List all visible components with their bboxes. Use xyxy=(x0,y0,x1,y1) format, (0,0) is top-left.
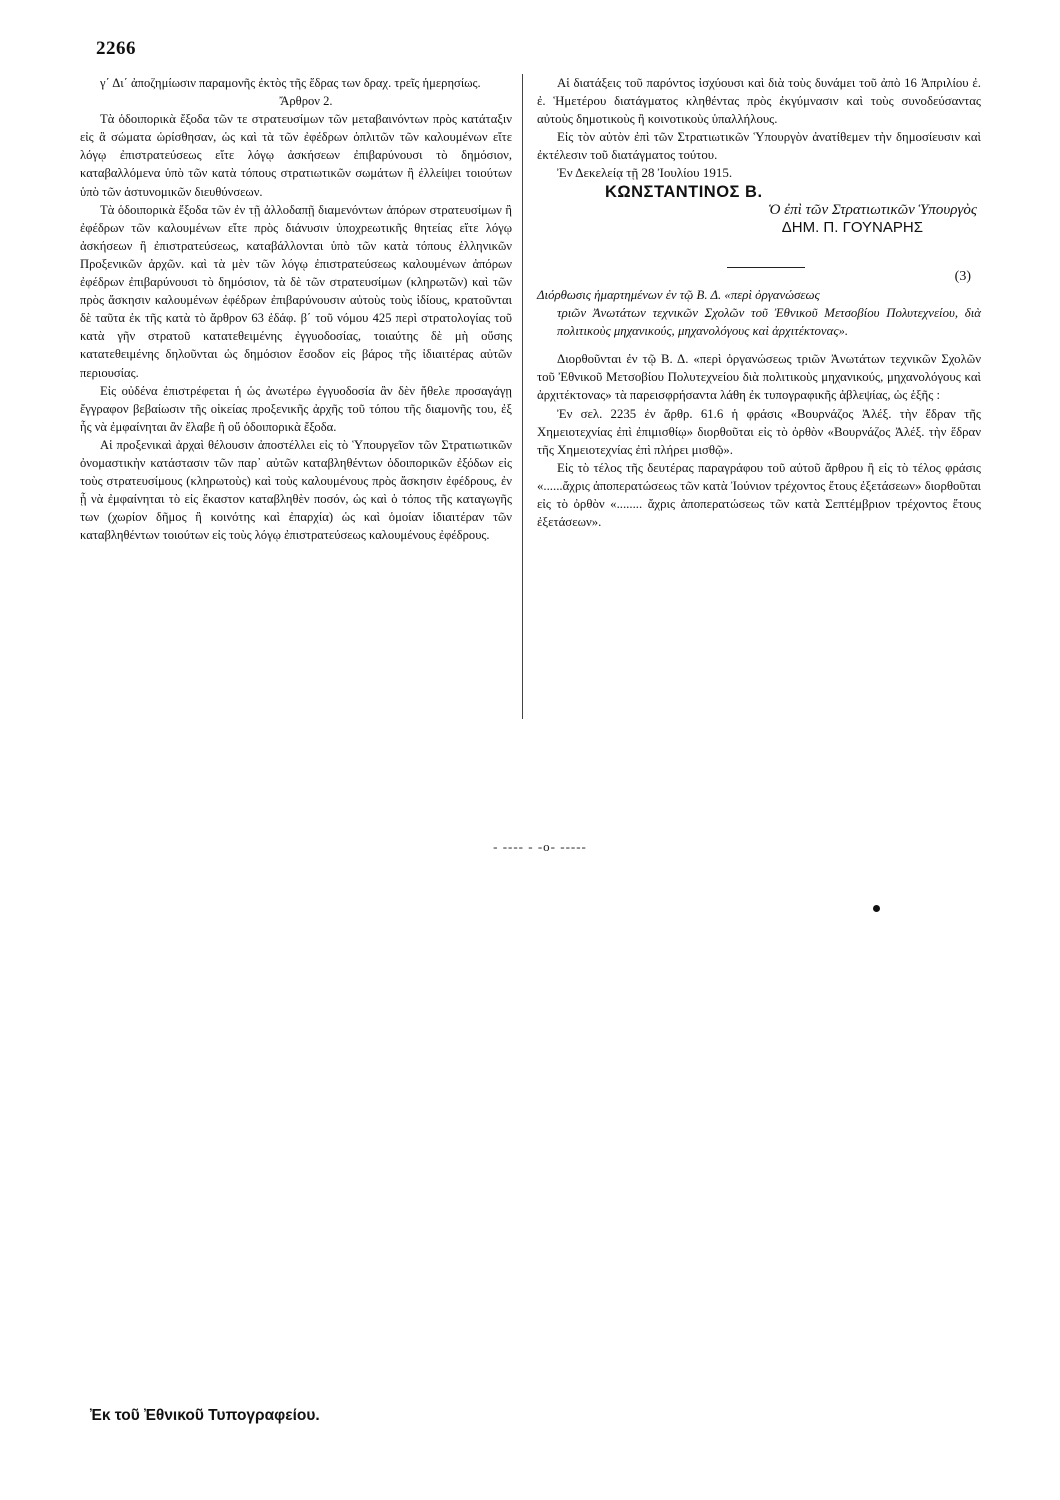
document-number: (3) xyxy=(954,268,971,284)
paragraph: Εἰς τὸ τέλος τῆς δευτέρας παραγράφου τοῦ αὐτοῦ ἄρθρου ἢ εἰς τὸ τέλος φράσις «......ἄχρις ἀποπερατώσεως τῶν κατὰ Ἰούνιον τρέχοντος ἔτους ἐξετάσεων» διορθοῦται εἰς τὸ ὀρθὸν «........ ἄχρις ἀποπερατώσεως τῶν κατὰ Σεπτέμβριον τρέχοντος ἔτους ἐξετάσεων». xyxy=(537,460,981,530)
paragraph: Αἱ διατάξεις τοῦ παρόντος ἰσχύουσι καὶ διὰ τοὺς δυνάμει τοῦ ἀπὸ 16 Ἀπριλίου ἐ. ἐ. Ἡμετέρου διατάγματος κληθέντας πρὸς ἐκγύμνασιν καὶ τοὺς συνοδεύσαντας αὐτοὺς δημοτικοὺς ἢ κοινοτικοὺς ὑπαλλήλους. xyxy=(537,76,981,127)
paragraph: Τὰ ὁδοιπορικὰ ἔξοδα τῶν τε στρατευσίμων τῶν μεταβαινόντων πρὸς κατάταξιν εἰς ἃ σώματα ὡρίσθησαν, ὡς καὶ τὰ τῶν ἐφέδρων ὁπλιτῶν τῶν καλουμένων εἴτε λόγῳ ἐπιστρατεύσεως εἴτε λόγῳ ἀσκήσεων ἐπιβαρύνουσι τὸ δημόσιον, καταβαλλόμενα ὑπὸ τῶν κατὰ τόπους στρατιωτικῶν σωμάτων ἢ ἐλλείψει τοιούτων ὑπὸ τῶν ἀστυνομικῶν διευθύνσεων. xyxy=(80,112,512,199)
article-heading: Ἄρθρον 2. xyxy=(279,94,333,109)
paragraph: Εἰς τὸν αὐτὸν ἐπὶ τῶν Στρατιωτικῶν Ὑπουργὸν ἀνατίθεμεν τὴν δημοσίευσιν καὶ ἐκτέλεσιν τοῦ διατάγματος τούτου. xyxy=(537,130,981,163)
paragraph: Τὰ ὁδοιπορικὰ ἔξοδα τῶν ἐν τῇ ἀλλοδαπῇ διαμενόντων ἀπόρων στρατευσίμων ἢ ἐφέδρων τῶν καλουμένων εἴτε πρὸς διάνυσιν ὑποχρεωτικῆς θητείας εἴτε λόγῳ ἀσκήσεων ἢ ἐπιστρατεύσεως, καταβάλλονται ὑπὸ τῶν κατὰ τόπους ἑλληνικῶν Προξενικῶν ἀρχῶν. καὶ τὰ μὲν τῶν λόγῳ ἐπιστρατεύσεως καλουμένων ἀπόρων ἐφέδρων ἐπιβαρύνουσι τὸ δημόσιον, τὰ δὲ τῶν στρατευσίμων (κληρωτῶν) καὶ τῶν πρὸς ἄσκησιν καλουμένων ἐφέδρων ἐπιβαρύνουσιν αὐτοὺς τοὺς ἰδίους, κρατοῦνται δὲ ταῦτα ἐκ τῆς κατὰ τὸ ἄρθρον 63 ἐδάφ. β΄ τοῦ νόμου 425 περὶ στρατολογίας τοῦ κατὰ γῆν στρατοῦ κατατεθειμένης ἐγγυοδοσίας, τοιαύτης δὲ μὴ οὔσης κατατεθειμένης δηλοῦνται ὡς δημόσιον ἔσοδον εἰς βάρος τῆς ἰδιαιτέρας αὐτῶν περιουσίας. xyxy=(80,202,512,380)
column-divider xyxy=(522,74,523,719)
page-number: 2266 xyxy=(96,38,136,59)
correction-title-first-line: Διόρθωσις ἡμαρτημένων ἐν τῷ Β. Δ. «περὶ ὀργανώσεως xyxy=(537,287,820,302)
paragraph: Διορθοῦνται ἐν τῷ Β. Δ. «περὶ ὀργανώσεως τριῶν Ἀνωτάτων τεχνικῶν Σχολῶν τοῦ Ἐθνικοῦ Μετσοβίου Πολυτεχνείου διὰ πολιτικοὺς μηχανικούς, μηχανολόγους καὶ ἀρχιτέκτονας» τὰ παρεισφρήσαντα λάθη ἐκ τυπογραφικῆς ἀβλεψίας, ὡς ἑξῆς : xyxy=(537,352,981,403)
item-c-text: γ΄ Δι΄ ἀποζημίωσιν παραμονῆς ἐκτὸς τῆς ἕδρας των δραχ. τρεῖς ἡμερησίως. xyxy=(100,76,481,90)
ink-dot xyxy=(873,905,880,912)
correction-title xyxy=(537,286,981,340)
paragraph: Εἰς οὐδένα ἐπιστρέφεται ἡ ὡς ἀνωτέρω ἐγγυοδοσία ἂν δὲν ἤθελε προσαγάγῃ ἔγγραφον βεβαίωσιν τῆς οἰκείας προξενικῆς ἀρχῆς τοῦ τόπου τῆς διαμονῆς του, ἐξ ἧς νὰ ἐμφαίνηται ἂν ἔλαβε ἢ οὔ ὁδοιπορικὰ ἔξοδα. xyxy=(80,383,512,434)
date-line: Ἐν Δεκελείᾳ τῇ 28 Ἰουλίου 1915. xyxy=(557,165,733,181)
left-column xyxy=(80,74,512,544)
printer-imprint: Ἐκ τοῦ Ἐθνικοῦ Τυπογραφείου. xyxy=(90,1407,320,1424)
paragraph: Αἱ προξενικαὶ ἀρχαὶ θέλουσιν ἀποστέλλει εἰς τὸ Ὑπουργεῖον τῶν Στρατιωτικῶν ὀνομαστικὴν κατάστασιν τῶν παρ᾽ αὐτῶν καταβληθέντων ὁδοιπορικῶν ἐξόδων εἰς τοὺς στρατευσίμους (κληρωτοὺς) καὶ τοὺς καλουμένους πρὸς ἄσκησιν ἐφέδρους, ἐν ᾗ νὰ ἐμφαίνηται τὸ εἰς ἕκαστον καταβληθὲν ποσόν, ὡς καὶ ὁ τόπος τῆς καταγωγῆς των (χωρίον δῆμος ἢ κοινότης καὶ ἐπαρχία) ὡς καὶ ὁμοίαν ἰδιαιτέραν τῶν καταβληθέντων τοιούτων εἰς τοὺς λόγῳ ἐπιστρατεύσεως καλουμένους ἐφέδρους. xyxy=(80,437,512,543)
minister-name: ΔΗΜ. Π. ΓΟΥΝΑΡΗΣ xyxy=(781,218,923,236)
section-separator: - ---- - -o- ----- xyxy=(493,839,587,854)
minister-title: Ὁ ἐπὶ τῶν Στρατιωτικῶν Ὑπουργὸς xyxy=(768,201,977,218)
spacer xyxy=(537,340,981,350)
paragraph: Ἐν σελ. 2235 ἐν ἄρθρ. 61.6 ἡ φράσις «Βουρνάζος Ἀλέξ. τὴν ἕδραν τῆς Χημειοτεχνίας ἐπὶ ἐπιμισθίῳ» διορθοῦται εἰς τὸ ὀρθὸν «Βουρνάζος Ἀλέξ. τὴν ἕδραν τῆς Χημειοτεχνίας ἐπὶ πλήρει μισθῷ». xyxy=(537,406,981,457)
correction-title-rest: τριῶν Ἀνωτάτων τεχνικῶν Σχολῶν τοῦ Ἐθνικοῦ Μετσοβίου Πολυτεχνείου, διὰ πολιτικοὺς μηχανικούς, μηχανολόγους καὶ ἀρχιτέκτονας». xyxy=(557,306,981,339)
right-column xyxy=(537,74,981,531)
king-signature: ΚΩΝΣΤΑΝΤΙΝΟΣ Β. xyxy=(605,182,763,201)
